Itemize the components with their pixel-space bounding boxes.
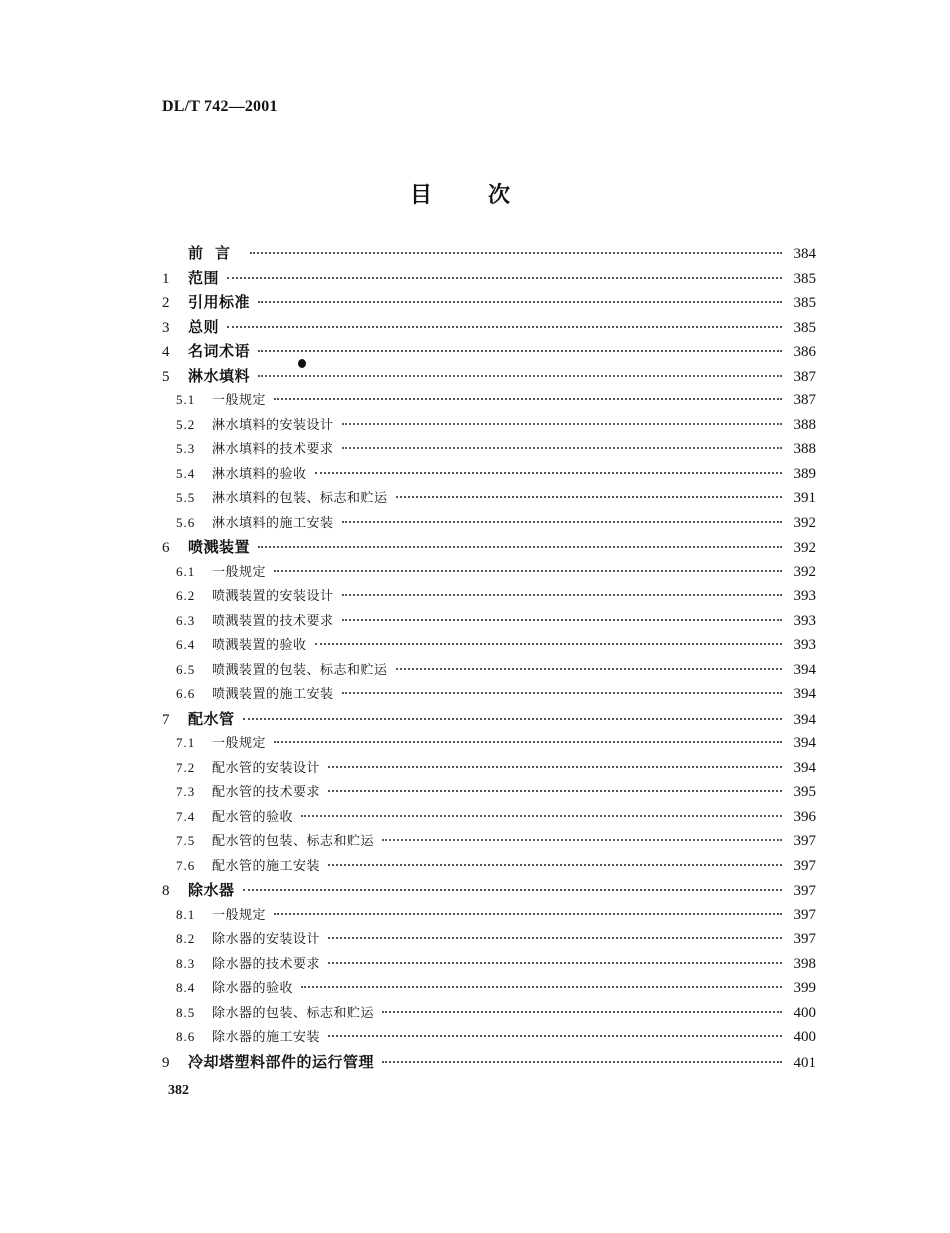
- toc-section-row[interactable]: [160, 487, 816, 512]
- toc-section-row[interactable]: [160, 634, 816, 659]
- toc-section-row[interactable]: [160, 585, 816, 610]
- toc-entry-number: 7: [162, 711, 170, 728]
- toc-chapter-row[interactable]: [160, 267, 816, 292]
- toc-dot-leader: [342, 692, 782, 694]
- toc-entry-page: 385: [793, 270, 816, 287]
- toc-entry-number: 6: [162, 540, 170, 556]
- toc-entry-label: 名词术语: [188, 342, 251, 360]
- toc-entry-number: 8: [162, 883, 170, 899]
- toc-entry-page: 394: [793, 735, 816, 751]
- toc-dot-leader: [315, 472, 782, 474]
- toc-entry-label: 配水管的包装、标志和贮运: [212, 834, 375, 849]
- toc-dot-leader: [227, 277, 782, 279]
- toc-entry-page: 388: [793, 416, 816, 433]
- toc-dot-leader: [328, 790, 782, 792]
- toc-dot-leader: [342, 447, 782, 449]
- toc-section-row[interactable]: [160, 414, 816, 439]
- toc-entry-page: 387: [793, 368, 816, 385]
- toc-entry-number: 8.2: [176, 931, 196, 946]
- toc-section-row[interactable]: [160, 732, 816, 757]
- toc-dot-leader: [258, 546, 782, 548]
- toc-dot-leader: [258, 350, 782, 352]
- toc-entry-label: 淋水填料的验收: [212, 466, 307, 482]
- toc-entry-label: 喷溅装置的施工安装: [212, 687, 334, 702]
- toc-dot-leader: [342, 423, 782, 425]
- toc-entry-page: 393: [793, 637, 816, 653]
- toc-dot-leader: [328, 1035, 782, 1037]
- toc-entry-label: 引用标准: [188, 293, 251, 311]
- toc-dot-leader: [243, 889, 782, 891]
- toc-entry-page: 385: [793, 319, 816, 336]
- toc-section-row[interactable]: [160, 438, 816, 463]
- document-code: DL/T 742—2001: [162, 98, 278, 115]
- toc-title: 目次: [410, 183, 567, 208]
- toc-section-row[interactable]: [160, 855, 816, 880]
- toc-dot-leader: [382, 1061, 782, 1063]
- toc-entry-number: 8.5: [176, 1004, 196, 1020]
- toc-entry-label: 淋水填料: [188, 366, 251, 385]
- toc-dot-leader: [274, 398, 782, 400]
- toc-entry-number: 5.4: [176, 465, 196, 481]
- toc-entry-label: 总则: [188, 317, 220, 336]
- toc-entry-page: 388: [793, 441, 816, 457]
- toc-entry-label: 淋水填料的施工安装: [212, 515, 334, 531]
- toc-entry-label: 喷溅装置的技术要求: [212, 613, 334, 629]
- toc-entry-number: 7.6: [176, 857, 196, 873]
- scan-artifact-dot: [298, 359, 306, 368]
- toc-entry-label: 一般规定: [212, 907, 267, 923]
- toc-entry-page: 394: [793, 661, 816, 678]
- toc-entry-label: 一般规定: [212, 564, 267, 580]
- toc-dot-leader: [382, 839, 782, 841]
- toc-entry-number: 2: [162, 295, 170, 311]
- toc-entry-page: 394: [793, 759, 816, 776]
- toc-chapter-row[interactable]: [160, 1051, 816, 1076]
- toc-section-row[interactable]: [160, 781, 816, 806]
- toc-entry-page: 393: [793, 612, 816, 629]
- toc-entry-label: 配水管的技术要求: [212, 785, 321, 800]
- toc-entry-number: 6.3: [176, 612, 196, 628]
- toc-entry-number: 5.3: [176, 441, 196, 456]
- toc-entry-number: 8.3: [176, 955, 196, 971]
- toc-section-row[interactable]: [160, 1002, 816, 1027]
- toc-entry-number: 9: [162, 1054, 170, 1071]
- toc-section-row[interactable]: [160, 610, 816, 635]
- toc-section-row[interactable]: [160, 1026, 816, 1051]
- toc-entry-page: 396: [793, 808, 816, 825]
- toc-entry-page: 399: [793, 980, 816, 996]
- toc-entry-page: 392: [793, 514, 816, 531]
- toc-dot-leader: [227, 326, 782, 328]
- toc-entry-label: 喷溅装置: [188, 538, 251, 556]
- toc-chapter-row[interactable]: [160, 316, 816, 341]
- toc-section-row[interactable]: [160, 463, 816, 488]
- toc-section-row[interactable]: [160, 977, 816, 1002]
- toc-entry-number: 8.4: [176, 980, 196, 995]
- toc-entry-page: 384: [793, 246, 816, 262]
- toc-chapter-row[interactable]: [160, 879, 816, 904]
- toc-dot-leader: [301, 986, 782, 988]
- toc-entry-label: 除水器的包装、标志和贮运: [212, 1005, 375, 1021]
- toc-entry-page: 397: [793, 931, 816, 947]
- toc-entry-number: 6.1: [176, 563, 196, 579]
- toc-dot-leader: [328, 766, 782, 768]
- toc-entry-page: 389: [793, 465, 816, 482]
- toc-chapter-row[interactable]: [160, 708, 816, 733]
- toc-entry-label: 范围: [188, 268, 220, 287]
- toc-entry-label: 配水管的安装设计: [212, 760, 321, 776]
- toc-entry-number: 5.5: [176, 490, 196, 505]
- toc-dot-leader: [328, 864, 782, 866]
- toc-entry-number: 8.6: [176, 1029, 196, 1044]
- toc-section-row[interactable]: [160, 659, 816, 684]
- toc-entry-number: 7.4: [176, 808, 196, 824]
- toc-dot-leader: [274, 570, 782, 572]
- toc-dot-leader: [342, 521, 782, 523]
- toc-entry-number: 8.1: [176, 906, 196, 922]
- toc-entry-label: 前言: [188, 244, 243, 262]
- toc-entry-number: 7.5: [176, 833, 196, 848]
- page-number: 382: [168, 1083, 189, 1098]
- table-of-contents: [160, 242, 816, 1075]
- toc-entry-label: 除水器的技术要求: [212, 956, 321, 972]
- toc-entry-label: 淋水填料的包装、标志和贮运: [212, 491, 388, 506]
- toc-entry-page: 397: [793, 883, 816, 899]
- toc-dot-leader: [243, 718, 782, 720]
- toc-entry-label: 除水器的施工安装: [212, 1030, 321, 1045]
- toc-dot-leader: [396, 668, 782, 670]
- toc-chapter-row[interactable]: [160, 536, 816, 561]
- toc-entry-page: 386: [793, 344, 816, 360]
- toc-entry-number: 5.2: [176, 416, 196, 432]
- toc-dot-leader: [342, 594, 782, 596]
- toc-entry-label: 除水器: [188, 881, 235, 899]
- toc-entry-number: 7.1: [176, 735, 196, 750]
- toc-section-row[interactable]: [160, 928, 816, 953]
- toc-dot-leader: [315, 643, 782, 645]
- toc-entry-label: 一般规定: [212, 393, 267, 408]
- toc-entry-number: 6.4: [176, 637, 196, 652]
- toc-entry-number: 5.6: [176, 514, 196, 530]
- toc-section-row[interactable]: [160, 806, 816, 831]
- toc-dot-leader: [301, 815, 782, 817]
- toc-section-row[interactable]: [160, 953, 816, 978]
- toc-section-row[interactable]: [160, 683, 816, 708]
- toc-section-row[interactable]: [160, 830, 816, 855]
- toc-section-row[interactable]: [160, 512, 816, 537]
- toc-entry-label: 配水管的验收: [212, 809, 294, 825]
- toc-entry-label: 除水器的安装设计: [212, 932, 321, 947]
- toc-dot-leader: [258, 375, 782, 377]
- toc-entry-label: 喷溅装置的验收: [212, 638, 307, 653]
- toc-entry-page: 398: [793, 955, 816, 972]
- toc-entry-number: 6.5: [176, 661, 196, 677]
- toc-entry-label: 淋水填料的安装设计: [212, 417, 334, 433]
- toc-entry-page: 385: [793, 295, 816, 311]
- toc-dot-leader: [342, 619, 782, 621]
- toc-chapter-row[interactable]: [160, 340, 816, 365]
- toc-entry-label: 一般规定: [212, 736, 267, 751]
- toc-section-row[interactable]: [160, 389, 816, 414]
- toc-entry-page: 397: [793, 857, 816, 874]
- toc-entry-page: 400: [793, 1004, 816, 1021]
- toc-entry-page: 392: [793, 540, 816, 556]
- toc-section-row[interactable]: [160, 757, 816, 782]
- toc-entry-label: 配水管: [188, 709, 235, 728]
- toc-section-row[interactable]: [160, 561, 816, 586]
- toc-dot-leader: [274, 741, 782, 743]
- toc-entry-number: 5: [162, 368, 170, 385]
- toc-entry-page: 391: [793, 490, 816, 506]
- toc-entry-number: 6.6: [176, 686, 196, 701]
- toc-entry-page: 394: [793, 711, 816, 728]
- toc-entry-page: 392: [793, 563, 816, 580]
- toc-entry-label: 除水器的验收: [212, 981, 294, 996]
- toc-section-row[interactable]: [160, 904, 816, 929]
- toc-entry-number: 1: [162, 270, 170, 287]
- toc-entry-page: 395: [793, 784, 816, 800]
- toc-entry-page: 393: [793, 588, 816, 604]
- toc-entry-number: 5.1: [176, 392, 196, 407]
- toc-entry-label: 喷溅装置的安装设计: [212, 589, 334, 604]
- toc-chapter-row[interactable]: [160, 242, 816, 267]
- toc-entry-page: 400: [793, 1029, 816, 1045]
- toc-entry-page: 401: [793, 1054, 816, 1071]
- toc-dot-leader: [258, 301, 782, 303]
- toc-dot-leader: [396, 496, 782, 498]
- toc-dot-leader: [274, 913, 782, 915]
- toc-entry-label: 冷却塔塑料部件的运行管理: [188, 1052, 375, 1071]
- toc-entry-label: 配水管的施工安装: [212, 858, 321, 874]
- toc-entry-label: 喷溅装置的包装、标志和贮运: [212, 662, 388, 678]
- toc-entry-number: 7.2: [176, 759, 196, 775]
- toc-dot-leader: [382, 1011, 782, 1013]
- toc-dot-leader: [328, 937, 782, 939]
- toc-entry-number: 3: [162, 319, 170, 336]
- toc-chapter-row[interactable]: [160, 365, 816, 390]
- toc-entry-page: 397: [793, 833, 816, 849]
- toc-entry-label: 淋水填料的技术要求: [212, 442, 334, 457]
- toc-dot-leader: [328, 962, 782, 964]
- toc-entry-number: 4: [162, 344, 170, 360]
- toc-entry-number: 6.2: [176, 588, 196, 603]
- toc-entry-page: 397: [793, 906, 816, 923]
- toc-entry-number: 7.3: [176, 784, 196, 799]
- toc-chapter-row[interactable]: [160, 291, 816, 316]
- toc-dot-leader: [250, 252, 782, 254]
- toc-entry-page: 394: [793, 686, 816, 702]
- toc-entry-page: 387: [793, 392, 816, 408]
